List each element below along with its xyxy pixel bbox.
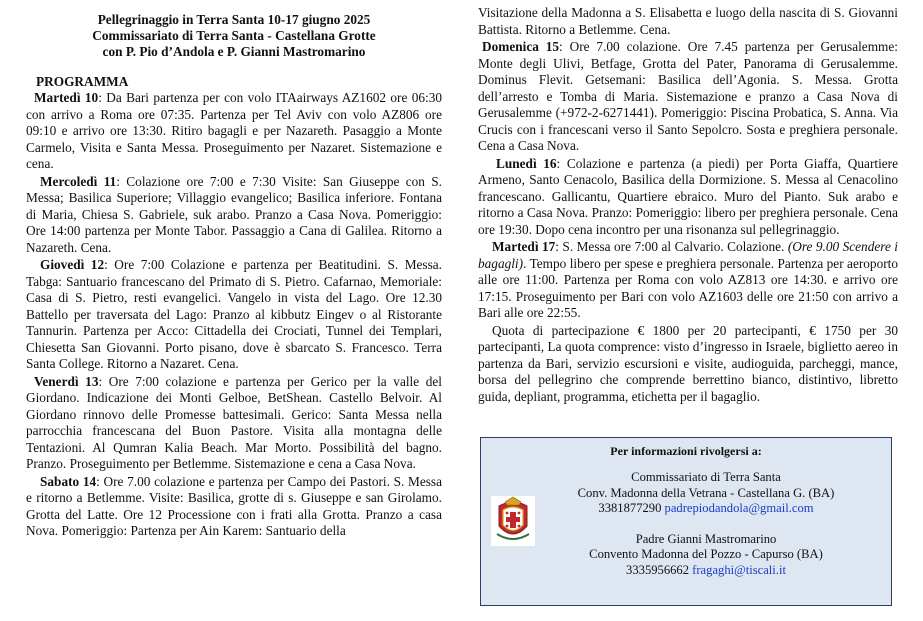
contact-1-email-link[interactable]: padrepiodandola@gmail.com	[664, 501, 814, 515]
day-text: : Da Bari partenza per con volo ITAairways AZ1602 ore 06:30 con arrivo a Roma ore 07:35. Partenza per Tel Aviv con volo AZ806 ore 09:10 e arrivo ore 13:30. Ritiro bagagli e per Nazareth. Pasaggio a Monte Carmelo, Visita e Santa Messa. Proseguimento per Nazaret. Sistemazione e cena.	[26, 90, 442, 171]
contact-1-name: Commissariato di Terra Santa	[631, 470, 781, 484]
day-text-after: . Tempo libero per spese e preghiera personale. Partenza per aeroporto alle ore 11:00. Partenza per Roma con volo AZ813 ore 14:30. e arrivo ore 17:15. Proseguimento per Bari con volo AZ1603 delle ore 21:50 con arrivo a Bari alle ore 22:55.	[478, 255, 898, 320]
franciscan-crest-icon	[491, 496, 535, 546]
day-domenica-15	[478, 39, 898, 155]
day-text: : Colazione ore 7:00 e 7:30 Visite: San Giuseppe con S. Messa; Basilica Superiore; Villaggio evangelico; Basilica inferiore. Fontana di Maria, Chiesa S. Gabriele, suk arabo. Pranzo a Casa Nova. Pomeriggio: Ore 14:00 partenza per Monte Tabor. Passaggio a Cana di Galilea. Ritorno a Nazareth. Cena.	[26, 173, 442, 255]
title-line-2: Commissariato di Terra Santa - Castellana Grotte	[92, 28, 376, 43]
day-text: : S. Messa ore 7:00 al Calvario. Colazione.	[555, 239, 788, 254]
day-name: Giovedì 12	[40, 257, 105, 272]
day-name: Sabato 14	[40, 473, 97, 489]
title-line-1: Pellegrinaggio in Terra Santa 10-17 giugno 2025	[97, 12, 371, 27]
title-line-3: con P. Pio d’Andola e P. Gianni Mastromarino	[102, 44, 366, 59]
spacer	[541, 517, 871, 532]
contact-1-phone: 3381877290	[598, 501, 662, 515]
day-text: : Ore 7:00 Colazione e partenza per Beatitudini. S. Messa. Tabga: Santuario francescano del Primato di S. Pietro. Cafarnao, Memoriale: Casa di S. Pietro, resti evangelici. Vangelo in vista del Lago. Ore 12.30 Battello per traversata del Lago: Pranzo al kibbutz Eingev o al Ristorante Tannurin. Partenza per Acco: Cittadella dei Crociati, Tunnel dei Templari, Chiesetta San Giovanni. Porto pisano, dove è sbarcato S. Francesco. Terra Santa College. Ritorno a Nazaret. Cena.	[26, 257, 442, 371]
day-martedi-17	[478, 239, 898, 322]
contact-2-phone: 3335956662	[626, 562, 690, 577]
day-text: : Colazione e partenza (a piedi) per Porta Giaffa, Quartiere Armeno, Santo Cenacolo, Basilica della Dormizione. S. Messa al Cenacolino francescano. Gallicantu, Quartiere ebraico. Muro del Pianto. Suk arabo e ritorno a Casa Nova. Pranzo: Pomeriggio: libero per preghiera personale. Cena ore 19:30. Dopo cena incontro per una risonanza sul pellegrinaggio.	[478, 155, 898, 237]
contact-2-name: Padre Gianni Mastromarino	[635, 531, 777, 546]
left-column	[26, 0, 442, 540]
day-name: Lunedì 16	[496, 155, 557, 171]
day-name: Martedì 17	[492, 239, 556, 254]
day-giovedi-12	[26, 257, 442, 373]
contact-2-email-link[interactable]: fragaghi@tiscali.it	[692, 562, 786, 577]
info-box	[480, 437, 892, 606]
day-name: Mercoledì 11	[40, 173, 117, 189]
contact-2-address: Convento Madonna del Pozzo - Capurso (BA)	[589, 547, 823, 561]
day-text: : Ore 7.00 colazione e partenza per Campo dei Pastori. S. Messa e ritorno a Betlemme. Visite: Basilica, grotte di s. Giuseppe e san Girolamo. Grotta del Latte. Ore 12 Processione con i frati alla Grotta. Pranzo a casa Nova. Pomeriggio: Partenza per Ain Karem: Santuario della	[26, 473, 443, 538]
info-title: Per informazioni rivolgersi a:	[610, 444, 762, 458]
day-lunedi-16	[478, 156, 898, 239]
day-sabato-14-continued: Visitazione della Madonna a S. Elisabetta e luogo della nascita di S. Giovanni Battista. Ritorno a Betlemme. Cena.	[478, 5, 898, 37]
contact-1-details	[541, 501, 871, 517]
day-mercoledi-11	[26, 174, 442, 257]
right-column	[478, 0, 898, 577]
day-text: : Ore 7.00 colazione. Ore 7.45 partenza per Gerusalemme: Monte degli Ulivi, Betfage, Grotta del Pater, Panorama di Gerusalemme. Dominus Flevit. Getsemani: Basilica dell’Agonia. S. Messa. Grotta dell’arresto e Tomba di Maria. Sistemazione e pranzo a Casa Nova di Gerusalemme (+972-2-6271441). Pomeriggio: Piscina Probatica, S. Anna. Via Crucis con i francescani verso il Santo Sepolcro. Sosta e preghiera personale. Cena a Casa Nova.	[478, 39, 898, 153]
day-text: : Ore 7:00 colazione e partenza per Gerico per la valle del Giordano. Indicazione dei Monti Gelboe, BetShean. Castello Belvoir. Al Giordano rinnovo delle Promesse battesimali. Gerico: Santa Messa nella parrocchia francescana del Buon Pastore. Visita alla montagna delle Tentazioni. Al Qumran Kalia Beach. Mar Morto. Possibilità del bagno. Pranzo. Proseguimento per Betlemme. Sistemazione e cena a Casa Nova.	[26, 373, 442, 471]
programma-heading: PROGRAMMA	[36, 74, 129, 89]
day-name: Martedì 10	[34, 90, 99, 105]
info-contacts	[541, 470, 871, 578]
day-name: Venerdì 13	[34, 373, 99, 389]
day-name: Domenica 15	[482, 39, 560, 54]
day-venerdi-13	[26, 374, 442, 473]
day-sabato-14	[26, 474, 442, 540]
document-title	[26, 12, 442, 60]
quota-paragraph: Quota di partecipazione € 1800 per 20 partecipanti, € 1750 per 30 partecipanti, La quota comprence: visto d’ingresso in Israele, biglietto aereo in partenza da Bari, servizio escursioni e visite, audioguida, parcheggi, mance, borsa del pellegrino che comprende berrettino bianco, distintivo, libretto guida, depliant, programma, etichetta per il bagaglio.	[478, 322, 898, 404]
contact-1-address: Conv. Madonna della Vetrana - Castellana G. (BA)	[577, 485, 835, 500]
contact-2-details	[541, 563, 871, 579]
day-martedi-10	[26, 90, 442, 173]
day-text-italic: (Ore 9.00 Scendere i bagagli)	[478, 239, 898, 271]
